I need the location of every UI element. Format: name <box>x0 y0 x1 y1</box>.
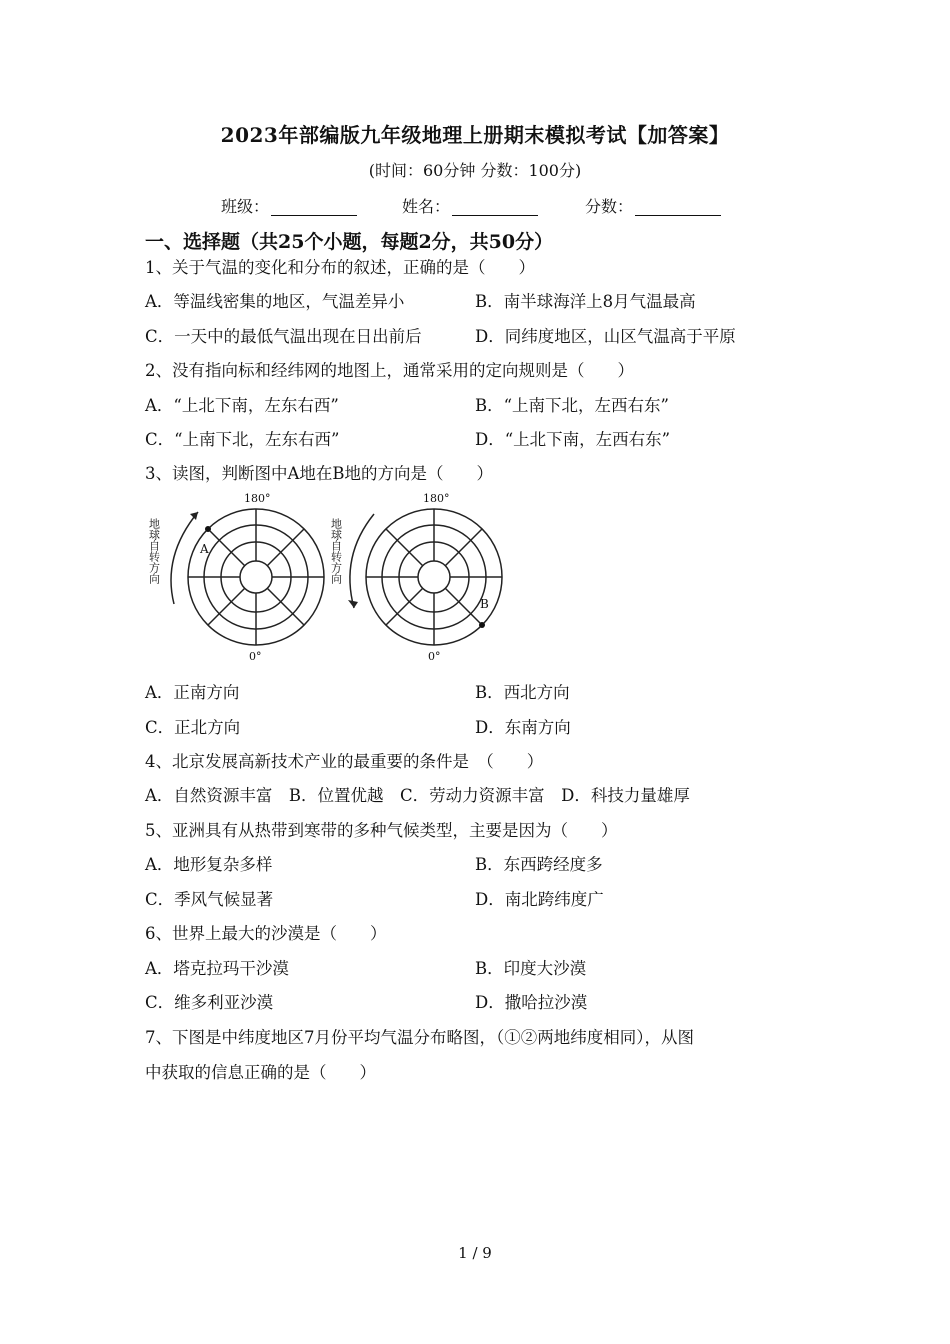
page-title: 2023年部编版九年级地理上册期末模拟考试【加答案】 <box>220 123 730 147</box>
options-row: A．自然资源丰富 B．位置优越 C．劳动力资源丰富 D．科技力量雄厚 <box>145 786 690 805</box>
option-b: B．“上南下北，左西右东” <box>475 396 669 415</box>
point-b-label: B <box>480 597 489 611</box>
score-label: 分数： <box>585 197 634 216</box>
option-b: B．印度大沙漠 <box>475 959 587 978</box>
question-stem: 1、关于气温的变化和分布的叙述，正确的是（ ） <box>145 258 535 277</box>
option-c: C．维多利亚沙漠 <box>145 993 274 1012</box>
polar-view-figure <box>140 486 520 666</box>
option-b: B．南半球海洋上8月气温最高 <box>475 292 696 311</box>
option-b: B．西北方向 <box>475 683 570 702</box>
question-stem: 2、没有指向标和经纬网的地图上，通常采用的定向规则是（ ） <box>145 361 634 380</box>
rotation-label-right: 地球自转方向 <box>329 518 343 584</box>
rotation-arrow-left-icon <box>190 512 198 520</box>
class-blank[interactable] <box>271 199 357 216</box>
option-b: B．东西跨经度多 <box>475 855 603 874</box>
name-field <box>402 194 538 217</box>
left-polar-diagram <box>171 509 324 645</box>
question-stem: 3、读图，判断图中A地在B地的方向是（ ） <box>145 464 494 483</box>
point-a-label: A <box>200 542 209 556</box>
option-d: D．撒哈拉沙漠 <box>475 993 588 1012</box>
option-d: D．同纬度地区，山区气温高于平原 <box>475 327 736 346</box>
option-d: D．东南方向 <box>475 718 571 737</box>
option-a: A．地形复杂多样 <box>145 855 273 874</box>
option-a: A．正南方向 <box>145 683 240 702</box>
option-d: D．“上北下南，左西右东” <box>475 430 671 449</box>
section-heading: 一、选择题（共25个小题，每题2分，共50分） <box>145 231 554 253</box>
question-stem-continued: 中获取的信息正确的是（ ） <box>145 1063 376 1082</box>
question-stem: 4、北京发展高新技术产业的最重要的条件是 （ ） <box>145 752 544 771</box>
left-180-label: 180° <box>244 492 271 505</box>
class-field <box>221 194 357 217</box>
point-b-dot <box>479 622 485 628</box>
name-blank[interactable] <box>452 199 538 216</box>
class-label: 班级： <box>221 197 270 216</box>
option-c: C．“上南下北，左东右西” <box>145 430 340 449</box>
option-a: A．等温线密集的地区，气温差异小 <box>145 292 405 311</box>
right-0-label: 0° <box>428 650 441 663</box>
question-stem: 6、世界上最大的沙漠是（ ） <box>145 924 387 943</box>
rotation-label-left: 地球自转方向 <box>147 518 161 584</box>
name-label: 姓名： <box>402 197 451 216</box>
score-field <box>585 194 721 217</box>
option-a: A．“上北下南，左东右西” <box>145 396 339 415</box>
right-180-label: 180° <box>423 492 450 505</box>
exam-time-score: (时间：60分钟 分数：100分) <box>368 161 582 180</box>
question-stem: 7、下图是中纬度地区7月份平均气温分布略图，（①②两地纬度相同），从图 <box>145 1028 694 1047</box>
option-a: A．塔克拉玛干沙漠 <box>145 959 289 978</box>
left-0-label: 0° <box>249 650 262 663</box>
option-d: D．南北跨纬度广 <box>475 890 604 909</box>
score-blank[interactable] <box>635 199 721 216</box>
point-a-dot <box>205 526 211 532</box>
page-number: 1 / 9 <box>458 1244 492 1262</box>
option-c: C．季风气候显著 <box>145 890 274 909</box>
option-c: C．正北方向 <box>145 718 241 737</box>
option-c: C．一天中的最低气温出现在日出前后 <box>145 327 422 346</box>
question-stem: 5、亚洲具有从热带到寒带的多种气候类型，主要是因为（ ） <box>145 821 618 840</box>
